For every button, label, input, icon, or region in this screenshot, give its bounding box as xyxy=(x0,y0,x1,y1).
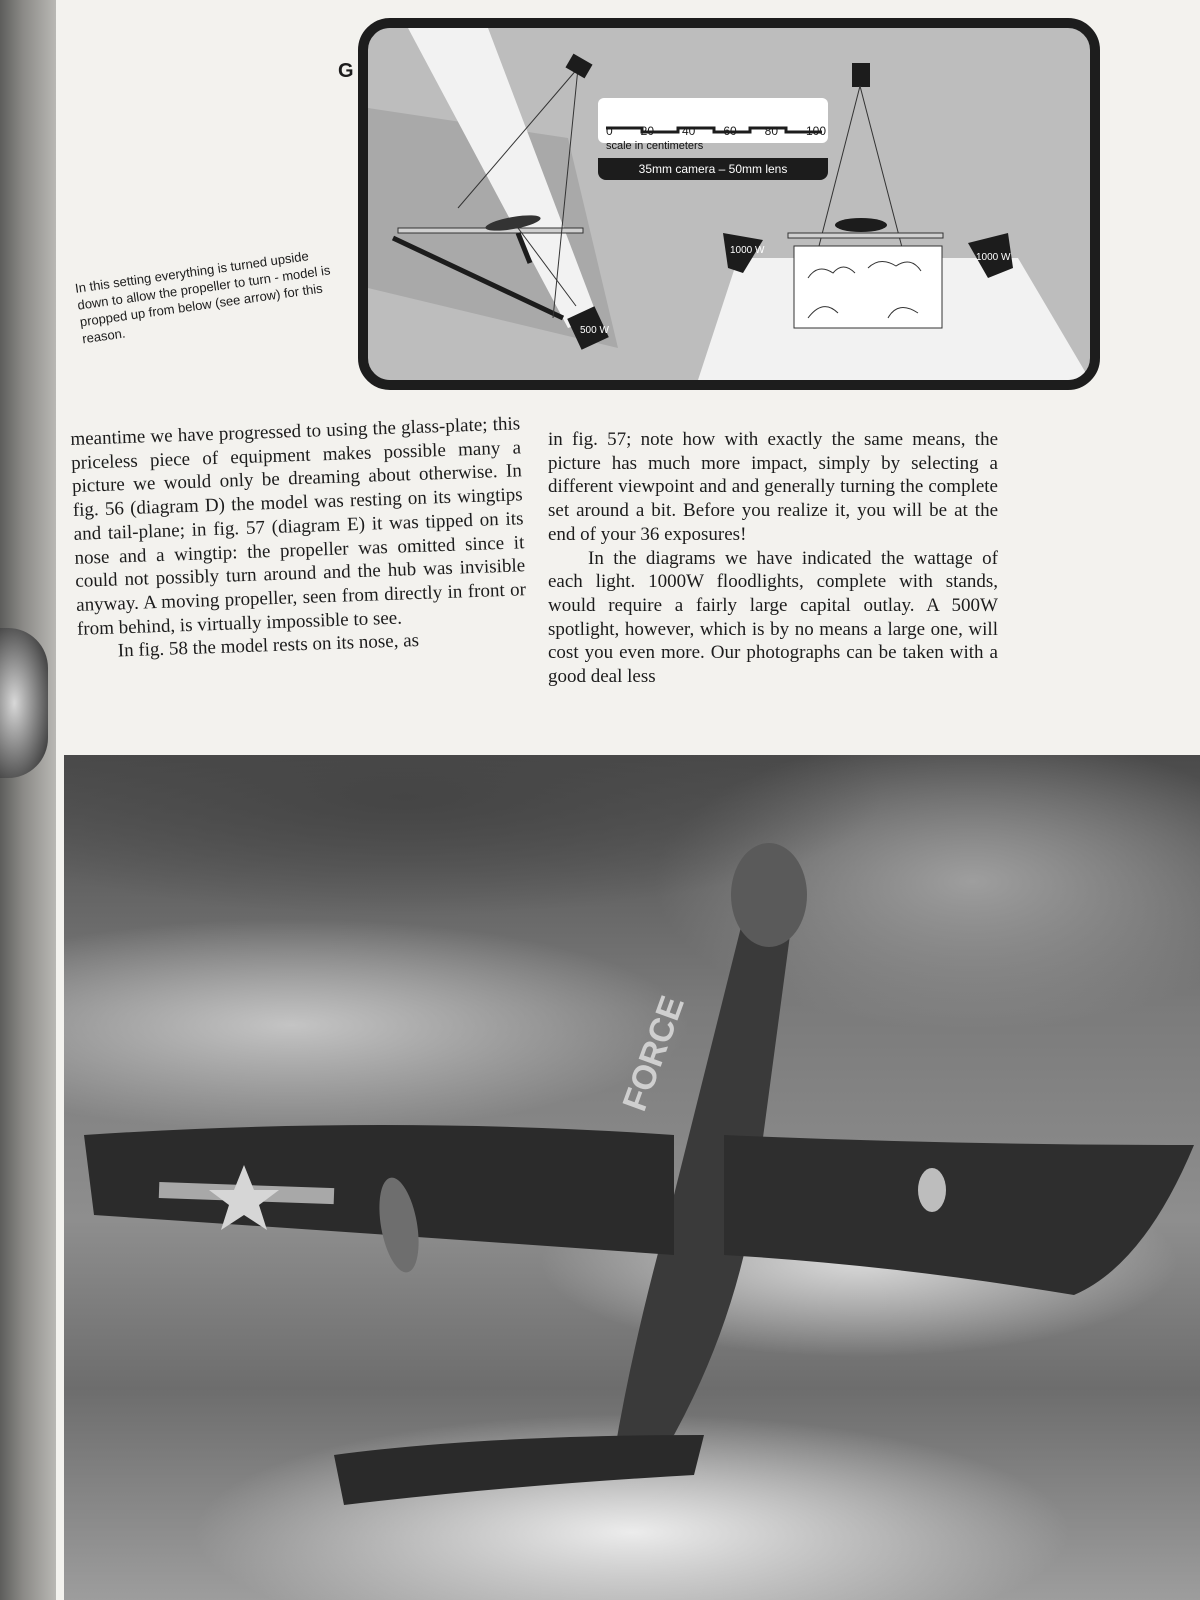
fuselage-lettering: FORCE xyxy=(615,991,692,1116)
model-plane-right xyxy=(835,218,887,232)
aircraft-silhouette xyxy=(64,755,1200,1600)
paragraph: in fig. 57; note how with exactly the same means, the picture has much more impact, simply by selecting a different viewpoint and and generally turning the complete set around a bit. Before you realize it, you will be at the end of your 36 exposures! xyxy=(548,429,998,545)
lamp-label-500: 500 W xyxy=(580,325,609,336)
scale-tick: 40 xyxy=(681,124,696,138)
scale-caption: scale in centimeters xyxy=(606,140,704,152)
paragraph: In the diagrams we have indicated the wattage of each light. 1000W floodlights, complete with stands, would require a fairly large capital outlay. A 500W spotlight, however, which is by no means a large one, will cost you even more. Our photographs can be taken with a good deal less xyxy=(548,547,998,688)
book-page xyxy=(56,0,1200,1600)
cloud-backdrop xyxy=(794,246,942,328)
scale-ticks xyxy=(606,124,826,138)
lamp-label-1000-right: 1000 W xyxy=(976,252,1011,263)
scale-tick: 20 xyxy=(640,124,655,138)
camera-right xyxy=(852,63,870,87)
lighting-diagram xyxy=(358,18,1100,390)
spinner-nose xyxy=(731,843,807,947)
lamp-label-1000-left: 1000 W xyxy=(730,245,765,256)
diagram-caption: In this setting everything is turned upside down to allow the propeller to turn - model is propped up from below (see arrow) for this reason. xyxy=(74,248,332,347)
paragraph: meantime we have progressed to using the glass-plate; this priceless piece of equipment makes possible many a picture we would only be dreaming about otherwise. In fig. 56 (diagram D) the model was resting on its wingtips and tail-plane; in fig. 57 (diagram E) it was tipped on its nose and a wingtip: the propeller was omitted since it could not possibly turn around and the hub was invisible anyway. A moving propeller, seen from directly in front or from behind, is virtually impossible to see. xyxy=(70,413,527,640)
adjacent-page-aircraft-nose xyxy=(0,628,48,778)
diagram-drawing xyxy=(368,28,1090,380)
text-column-right xyxy=(548,428,998,689)
glass-plate-right xyxy=(788,233,943,238)
paragraph: In fig. 58 the model rests on its nose, as xyxy=(117,630,420,662)
right-wing xyxy=(724,1135,1194,1295)
scale-tick: 100 xyxy=(805,124,826,138)
drop-tank-right xyxy=(918,1168,946,1212)
camera-left xyxy=(565,54,592,79)
diagram-letter: G xyxy=(338,60,354,82)
scale-tick: 0 xyxy=(606,124,613,138)
aircraft-photograph xyxy=(64,755,1200,1600)
scale-tick: 80 xyxy=(764,124,778,138)
adjacent-page-edge xyxy=(0,0,56,1600)
scale-tick: 60 xyxy=(723,124,737,138)
text-column-left xyxy=(70,412,528,665)
tailplane xyxy=(334,1435,704,1505)
lens-caption: 35mm camera – 50mm lens xyxy=(598,158,828,180)
